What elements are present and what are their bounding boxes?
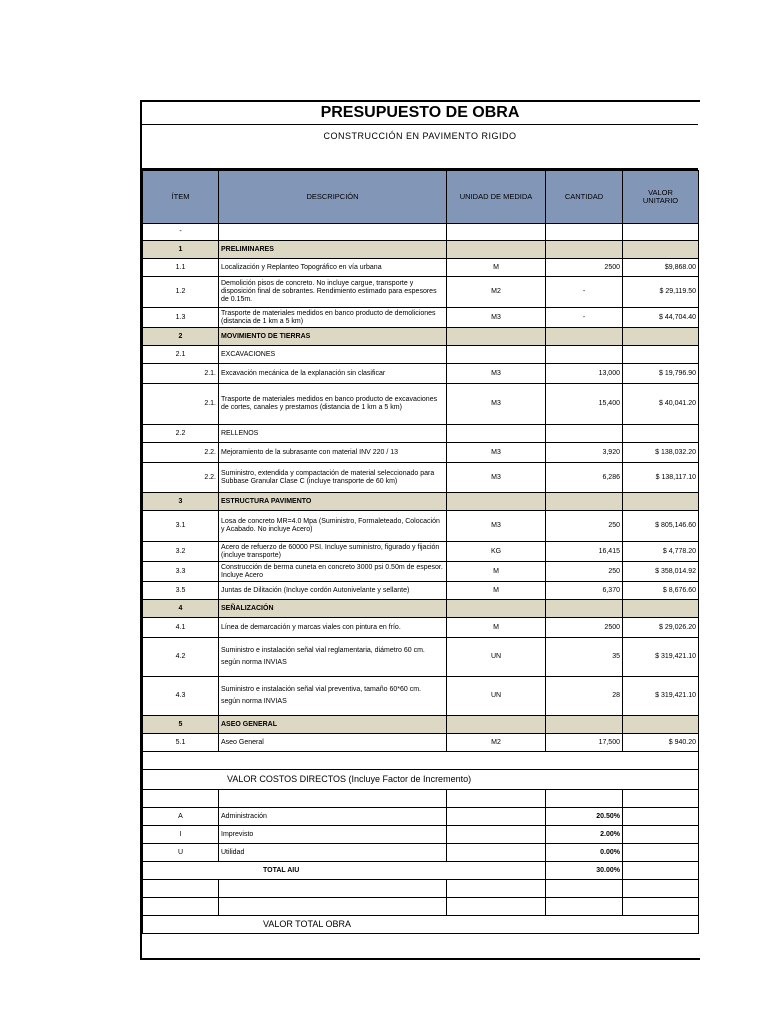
row-item: 5.1 <box>143 734 219 752</box>
row-unit: M3 <box>447 443 546 463</box>
row-description <box>219 364 447 384</box>
row-item: 5 <box>143 716 219 734</box>
row-unit-price <box>623 425 699 443</box>
table-row <box>143 277 699 308</box>
row-description-text: Acero de refuerzo de 60000 PSI. Incluye suministro, figurado y fijación (incluye transporte) <box>221 543 440 559</box>
aiu-percent: 2.00% <box>546 826 623 844</box>
row-quantity: 17,500 <box>546 734 623 752</box>
blank-row <box>143 752 699 770</box>
table-row <box>143 443 699 463</box>
row-description <box>219 277 447 308</box>
row-unit <box>447 425 546 443</box>
row-unit-price: $ 29,119.50 <box>623 277 699 308</box>
row-description-text: Construcción de berma cuneta en concreto 3000 psi 0.50m de espesor. Incluye Acero <box>221 563 443 579</box>
row-unit-price: $ 40,041.20 <box>623 384 699 425</box>
table-row <box>143 463 699 493</box>
table-row <box>143 511 699 542</box>
aiu-label: Imprevisto <box>219 826 447 844</box>
row-unit-price: $ 19,796.90 <box>623 364 699 384</box>
col-header-unit-price-line2: UNITARIO <box>642 196 679 205</box>
row-description-text: Suministro e instalación señal vial reglamentaria, diámetro 60 cm. <box>221 647 425 654</box>
row-item: 4.2 <box>143 638 219 677</box>
row-description <box>219 716 447 734</box>
row-unit: M2 <box>447 734 546 752</box>
row-quantity: 28 <box>546 677 623 716</box>
row-item: 3.1 <box>143 511 219 542</box>
row-unit-price: $ 358,014.92 <box>623 562 699 582</box>
row-unit: M3 <box>447 384 546 425</box>
row-quantity: 250 <box>546 511 623 542</box>
row-unit: M3 <box>447 511 546 542</box>
table-row <box>143 677 699 716</box>
section-row <box>143 328 699 346</box>
row-description-text: Mejoramiento de la subrasante con material INV 220 / 13 <box>221 448 399 456</box>
row-description <box>219 384 447 425</box>
row-description <box>219 562 447 582</box>
row-unit-price: $ 29,026.20 <box>623 618 699 638</box>
row-unit-price: $9,868.00 <box>623 259 699 277</box>
table-row <box>143 364 699 384</box>
row-unit-price: $ 138,117.10 <box>623 463 699 493</box>
col-header-unit: UNIDAD DE MEDIDA <box>447 171 546 224</box>
total-work-row <box>143 916 699 934</box>
row-unit-price: $ 319,421.10 <box>623 677 699 716</box>
section-row <box>143 716 699 734</box>
row-description <box>219 600 447 618</box>
row-item: 4 <box>143 600 219 618</box>
aiu-label: Utilidad <box>219 844 447 862</box>
row-description <box>219 618 447 638</box>
aiu-row <box>143 826 699 844</box>
row-unit-price: $ 44,704.40 <box>623 308 699 328</box>
aiu-row <box>143 808 699 826</box>
row-item: 4.1 <box>143 618 219 638</box>
row-quantity: - <box>546 277 623 308</box>
row-item: 1.2 <box>143 277 219 308</box>
row-quantity: 3,920 <box>546 443 623 463</box>
row-unit-price: $ 138,032.20 <box>623 443 699 463</box>
row-description-text: ASEO GENERAL <box>221 720 278 728</box>
row-description <box>219 677 447 716</box>
row-unit: M <box>447 259 546 277</box>
row-description <box>219 259 447 277</box>
row-item: 3.5 <box>143 582 219 600</box>
row-item: 1.3 <box>143 308 219 328</box>
aiu-row <box>143 844 699 862</box>
aiu-code: U <box>143 844 219 862</box>
row-description-note: según norma INVIAS <box>221 698 287 705</box>
row-item: 3.2 <box>143 542 219 562</box>
col-header-item: ÍTEM <box>143 171 219 224</box>
aiu-label: Administración <box>219 808 447 826</box>
row-description <box>219 638 447 677</box>
row-description-text: Trasporte de materiales medidos en banco producto de demoliciones (distancia de 1 km a 5 km) <box>221 309 436 325</box>
row-description-text: SEÑALIZACIÓN <box>221 604 274 612</box>
row-item: - <box>143 224 219 241</box>
row-description-text: EXCAVACIONES <box>221 350 276 358</box>
table-header-row <box>143 171 699 224</box>
table-row <box>143 308 699 328</box>
row-unit: M <box>447 562 546 582</box>
row-description-text: Línea de demarcación y marcas viales con pintura en frío. <box>221 623 401 631</box>
row-item: 3.3 <box>143 562 219 582</box>
row-quantity: 13,000 <box>546 364 623 384</box>
row-item: 2 <box>143 328 219 346</box>
table-row <box>143 638 699 677</box>
aiu-percent: 20.50% <box>546 808 623 826</box>
row-description <box>219 346 447 364</box>
row-unit-price: $ 8,676.60 <box>623 582 699 600</box>
direct-costs-label: VALOR COSTOS DIRECTOS (Incluye Factor de Incremento) <box>227 773 472 784</box>
row-unit: M3 <box>447 463 546 493</box>
row-description <box>219 582 447 600</box>
row-item: 1.1 <box>143 259 219 277</box>
row-unit <box>447 346 546 364</box>
row-description-text: MOVIMIENTO DE TIERRAS <box>221 332 311 340</box>
col-header-unit-price <box>623 171 699 224</box>
budget-sheet <box>140 100 700 960</box>
row-description <box>219 493 447 511</box>
row-unit-price: $ 805,146.60 <box>623 511 699 542</box>
row-description <box>219 308 447 328</box>
row-unit-price <box>623 346 699 364</box>
row-quantity: 6,286 <box>546 463 623 493</box>
row-item: 2.1. <box>143 364 219 384</box>
total-work-label: VALOR TOTAL OBRA <box>263 918 352 929</box>
row-description-text: Losa de concreto MR=4.0 Mpa (Suministro, Formaleteado, Colocación y Acabado. No incluye Acero) <box>221 518 440 533</box>
row-unit-price: $ 940.20 <box>623 734 699 752</box>
page-subtitle: CONSTRUCCIÓN EN PAVIMENTO RIGIDO <box>323 131 517 141</box>
table-row <box>143 618 699 638</box>
table-row <box>143 224 699 241</box>
table-row <box>143 384 699 425</box>
row-description-text: Demolición pisos de concreto. No incluye cargue, transporte y disposición final de sobrantes. Rendimiento estimado para espesores de 0.15m. <box>221 280 437 303</box>
direct-costs-row <box>143 770 699 790</box>
row-description <box>219 443 447 463</box>
row-description-text: Excavación mecánica de la explanación sin clasificar <box>221 369 386 377</box>
row-description-text: ESTRUCTURA PAVIMENTO <box>221 497 312 505</box>
row-description-text: Aseo General <box>221 738 264 746</box>
blank-row <box>143 880 699 898</box>
row-item: 2.2 <box>143 425 219 443</box>
row-item: 3 <box>143 493 219 511</box>
col-header-unit-price-line1: VALOR <box>648 188 673 197</box>
row-item: 2.1. <box>143 384 219 425</box>
row-description-text: Suministro e instalación señal vial preventiva, tamaño 60*60 cm. <box>221 686 421 693</box>
row-unit: M <box>447 618 546 638</box>
row-description <box>219 241 447 259</box>
row-unit: M3 <box>447 308 546 328</box>
row-unit: UN <box>447 677 546 716</box>
row-item: 2.1 <box>143 346 219 364</box>
blank-row <box>143 790 699 808</box>
row-quantity: 15,400 <box>546 384 623 425</box>
table-row <box>143 346 699 364</box>
row-description <box>219 328 447 346</box>
row-description-text: RELLENOS <box>221 429 259 437</box>
section-row <box>143 600 699 618</box>
budget-table <box>142 170 699 934</box>
total-aiu-value: 30.00% <box>546 862 623 880</box>
row-description-text: Suministro, extendida y compactación de material seleccionado para Subbase Granular Clase C (incluye transporte de 60 km) <box>221 469 435 485</box>
row-description-note: según norma INVIAS <box>221 659 287 666</box>
section-row <box>143 493 699 511</box>
row-unit: UN <box>447 638 546 677</box>
page-title: PRESUPUESTO DE OBRA <box>142 102 698 125</box>
row-unit: KG <box>447 542 546 562</box>
row-description-text: Trasporte de materiales medidos en banco producto de excavaciones de cortes, canales y prestamos (distancia de 1 km a 5 km) <box>221 396 438 411</box>
row-quantity: - <box>546 308 623 328</box>
table-row <box>143 259 699 277</box>
row-unit: M <box>447 582 546 600</box>
row-item: 2.2. <box>143 463 219 493</box>
row-quantity: 35 <box>546 638 623 677</box>
row-quantity <box>546 346 623 364</box>
blank-row <box>143 898 699 916</box>
row-unit: M2 <box>447 277 546 308</box>
row-quantity <box>546 425 623 443</box>
row-description-text: PRELIMINARES <box>221 245 274 253</box>
aiu-code: A <box>143 808 219 826</box>
table-row <box>143 425 699 443</box>
table-row <box>143 542 699 562</box>
table-row <box>143 582 699 600</box>
table-row <box>143 734 699 752</box>
row-description <box>219 734 447 752</box>
row-description <box>219 542 447 562</box>
row-item: 1 <box>143 241 219 259</box>
row-description <box>219 425 447 443</box>
row-quantity: 2500 <box>546 259 623 277</box>
row-item: 2.2. <box>143 443 219 463</box>
row-description <box>219 463 447 493</box>
row-description-text: Juntas de Dilitación (Incluye cordón Autonivelante y sellante) <box>221 586 410 594</box>
row-quantity: 6,370 <box>546 582 623 600</box>
section-row <box>143 241 699 259</box>
row-unit-price: $ 4,778.20 <box>623 542 699 562</box>
col-header-quantity: CANTIDAD <box>546 171 623 224</box>
row-quantity: 250 <box>546 562 623 582</box>
row-unit-price: $ 319,421.10 <box>623 638 699 677</box>
total-aiu-label: TOTAL AIU <box>143 862 546 880</box>
col-header-description: DESCRIPCIÓN <box>219 171 447 224</box>
row-quantity: 16,415 <box>546 542 623 562</box>
aiu-code: I <box>143 826 219 844</box>
row-item: 4.3 <box>143 677 219 716</box>
total-aiu-row <box>143 862 699 880</box>
row-unit: M3 <box>447 364 546 384</box>
row-description <box>219 511 447 542</box>
aiu-percent: 0.00% <box>546 844 623 862</box>
row-description-text: Localización y Replanteo Topográfico en vía urbana <box>221 263 382 271</box>
row-quantity: 2500 <box>546 618 623 638</box>
table-row <box>143 562 699 582</box>
